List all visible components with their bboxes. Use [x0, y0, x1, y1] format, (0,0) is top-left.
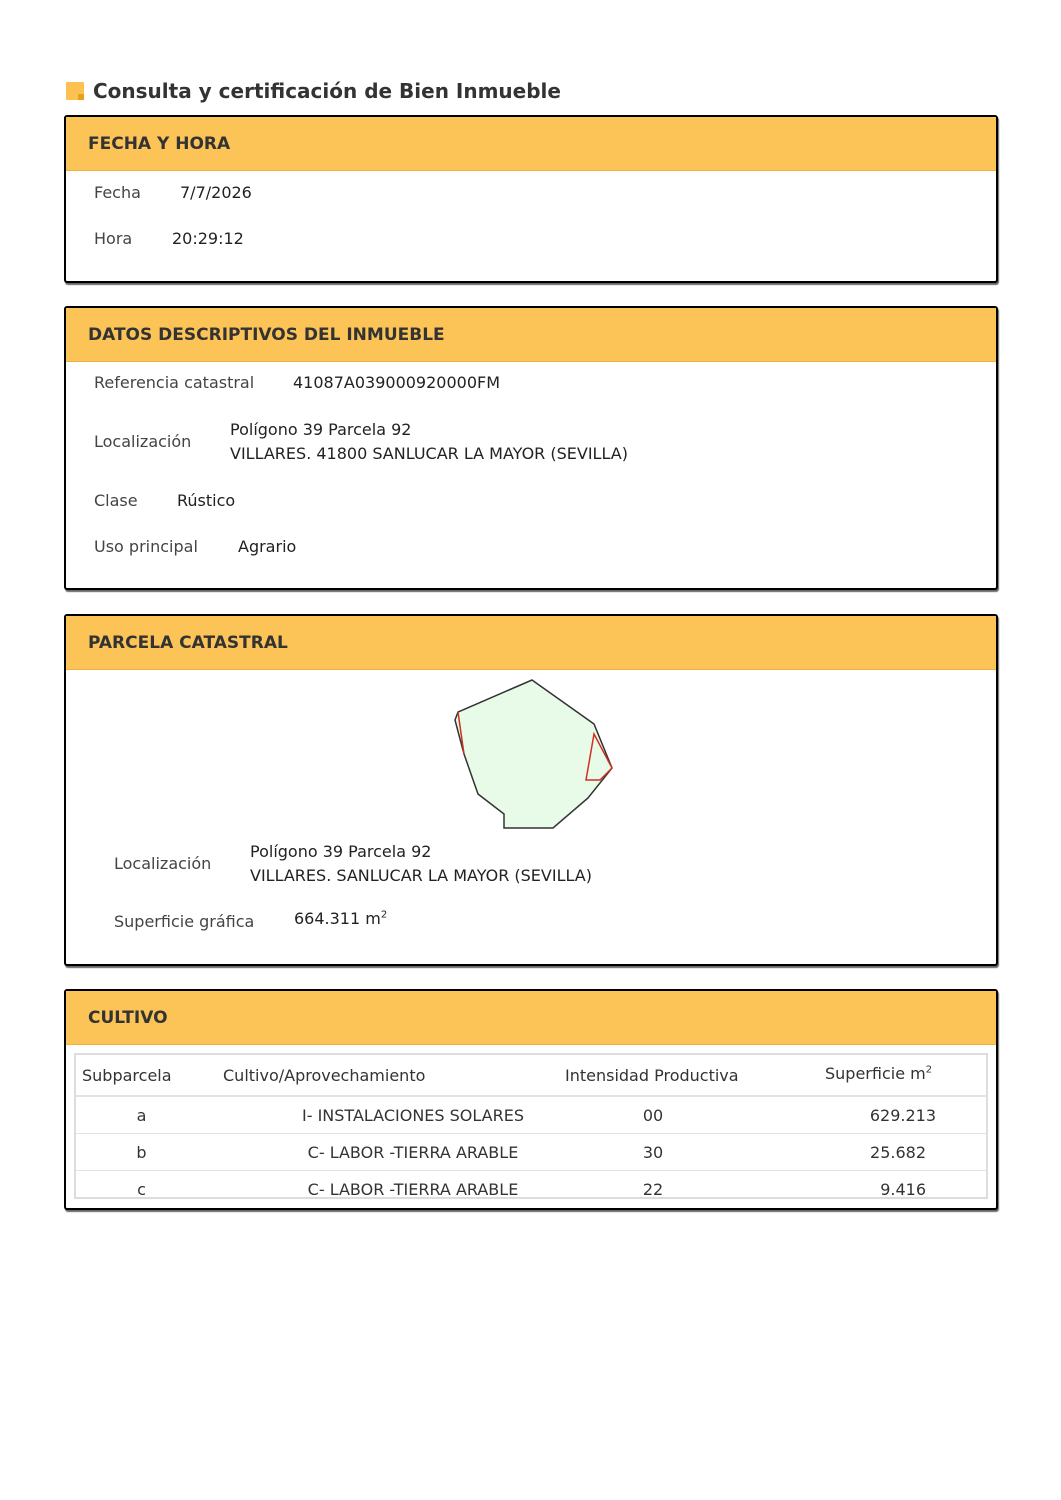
cultivo-table-wrap: [74, 1053, 988, 1199]
cultivo-table: [76, 1055, 986, 1207]
cell-subparcela: c: [137, 1179, 146, 1199]
referencia-label: Referencia catastral: [94, 373, 255, 392]
localizacion-label: Localización: [94, 432, 192, 451]
cell-subparcela: a: [76, 1096, 223, 1134]
hora-value: 20:29:12: [172, 229, 244, 248]
superficie-unit-sup: 2: [380, 909, 388, 921]
parcela-card: [64, 614, 998, 966]
fecha-hora-header: FECHA Y HORA: [66, 117, 996, 171]
fecha-label: Fecha: [94, 183, 141, 202]
table-header-row: [76, 1055, 986, 1096]
col-cultivo: Cultivo/Aprovechamiento: [223, 1055, 565, 1096]
clase-label: Clase: [94, 491, 138, 510]
cultivo-header: CULTIVO: [66, 991, 996, 1045]
datos-header: DATOS DESCRIPTIVOS DEL INMUEBLE: [66, 308, 996, 362]
fecha-value: 7/7/2026: [180, 183, 252, 202]
cell-intensidad: 22: [642, 1179, 664, 1199]
parcela-localizacion-line1: Polígono 39 Parcela 92: [250, 842, 432, 861]
datos-card: [64, 306, 998, 590]
table-row: [76, 1171, 986, 1208]
table-row: [76, 1096, 986, 1134]
parcela-localizacion-label: Localización: [114, 854, 212, 873]
uso-label: Uso principal: [94, 537, 198, 556]
clase-value: Rústico: [177, 491, 236, 510]
referencia-value: 41087A039000920000FM: [293, 373, 501, 392]
cultivo-card: [64, 989, 998, 1210]
uso-value: Agrario: [238, 537, 297, 556]
parcela-localizacion-line2: VILLARES. SANLUCAR LA MAYOR (SEVILLA): [250, 866, 592, 885]
cell-cultivo: I- INSTALACIONES SOLARES: [223, 1096, 565, 1134]
cell-intensidad: 30: [565, 1134, 825, 1171]
col-superficie-sup: 2: [925, 1064, 933, 1076]
col-superficie: [825, 1055, 986, 1096]
cell-superficie: 9.416: [880, 1179, 926, 1199]
localizacion-line1: Polígono 39 Parcela 92: [230, 420, 412, 439]
parcel-map: [66, 672, 1000, 852]
cell-cultivo: C- LABOR -TIERRA ARABLE: [307, 1179, 519, 1199]
superficie-value: [294, 909, 387, 928]
cell-intensidad: 00: [565, 1096, 825, 1134]
page-title-text: Consulta y certificación de Bien Inmueble: [93, 79, 561, 103]
page-title: [66, 76, 561, 106]
col-superficie-text: Superficie m: [825, 1063, 926, 1083]
document-icon: [66, 82, 84, 100]
col-subparcela: Subparcela: [76, 1055, 223, 1096]
cell-cultivo: C- LABOR -TIERRA ARABLE: [223, 1134, 565, 1171]
cell-superficie: 25.682: [825, 1134, 986, 1171]
col-intensidad: Intensidad Productiva: [565, 1055, 825, 1096]
superficie-number: 664.311 m: [294, 909, 381, 928]
fecha-hora-card: [64, 115, 998, 283]
parcel-shape: [455, 680, 612, 828]
hora-label: Hora: [94, 229, 133, 248]
localizacion-line2: VILLARES. 41800 SANLUCAR LA MAYOR (SEVILLA): [230, 444, 628, 463]
parcela-header: PARCELA CATASTRAL: [66, 616, 996, 670]
cell-subparcela: b: [76, 1134, 223, 1171]
superficie-label: Superficie gráfica: [114, 912, 255, 931]
table-row: [76, 1134, 986, 1171]
cell-superficie: 629.213: [825, 1096, 986, 1134]
